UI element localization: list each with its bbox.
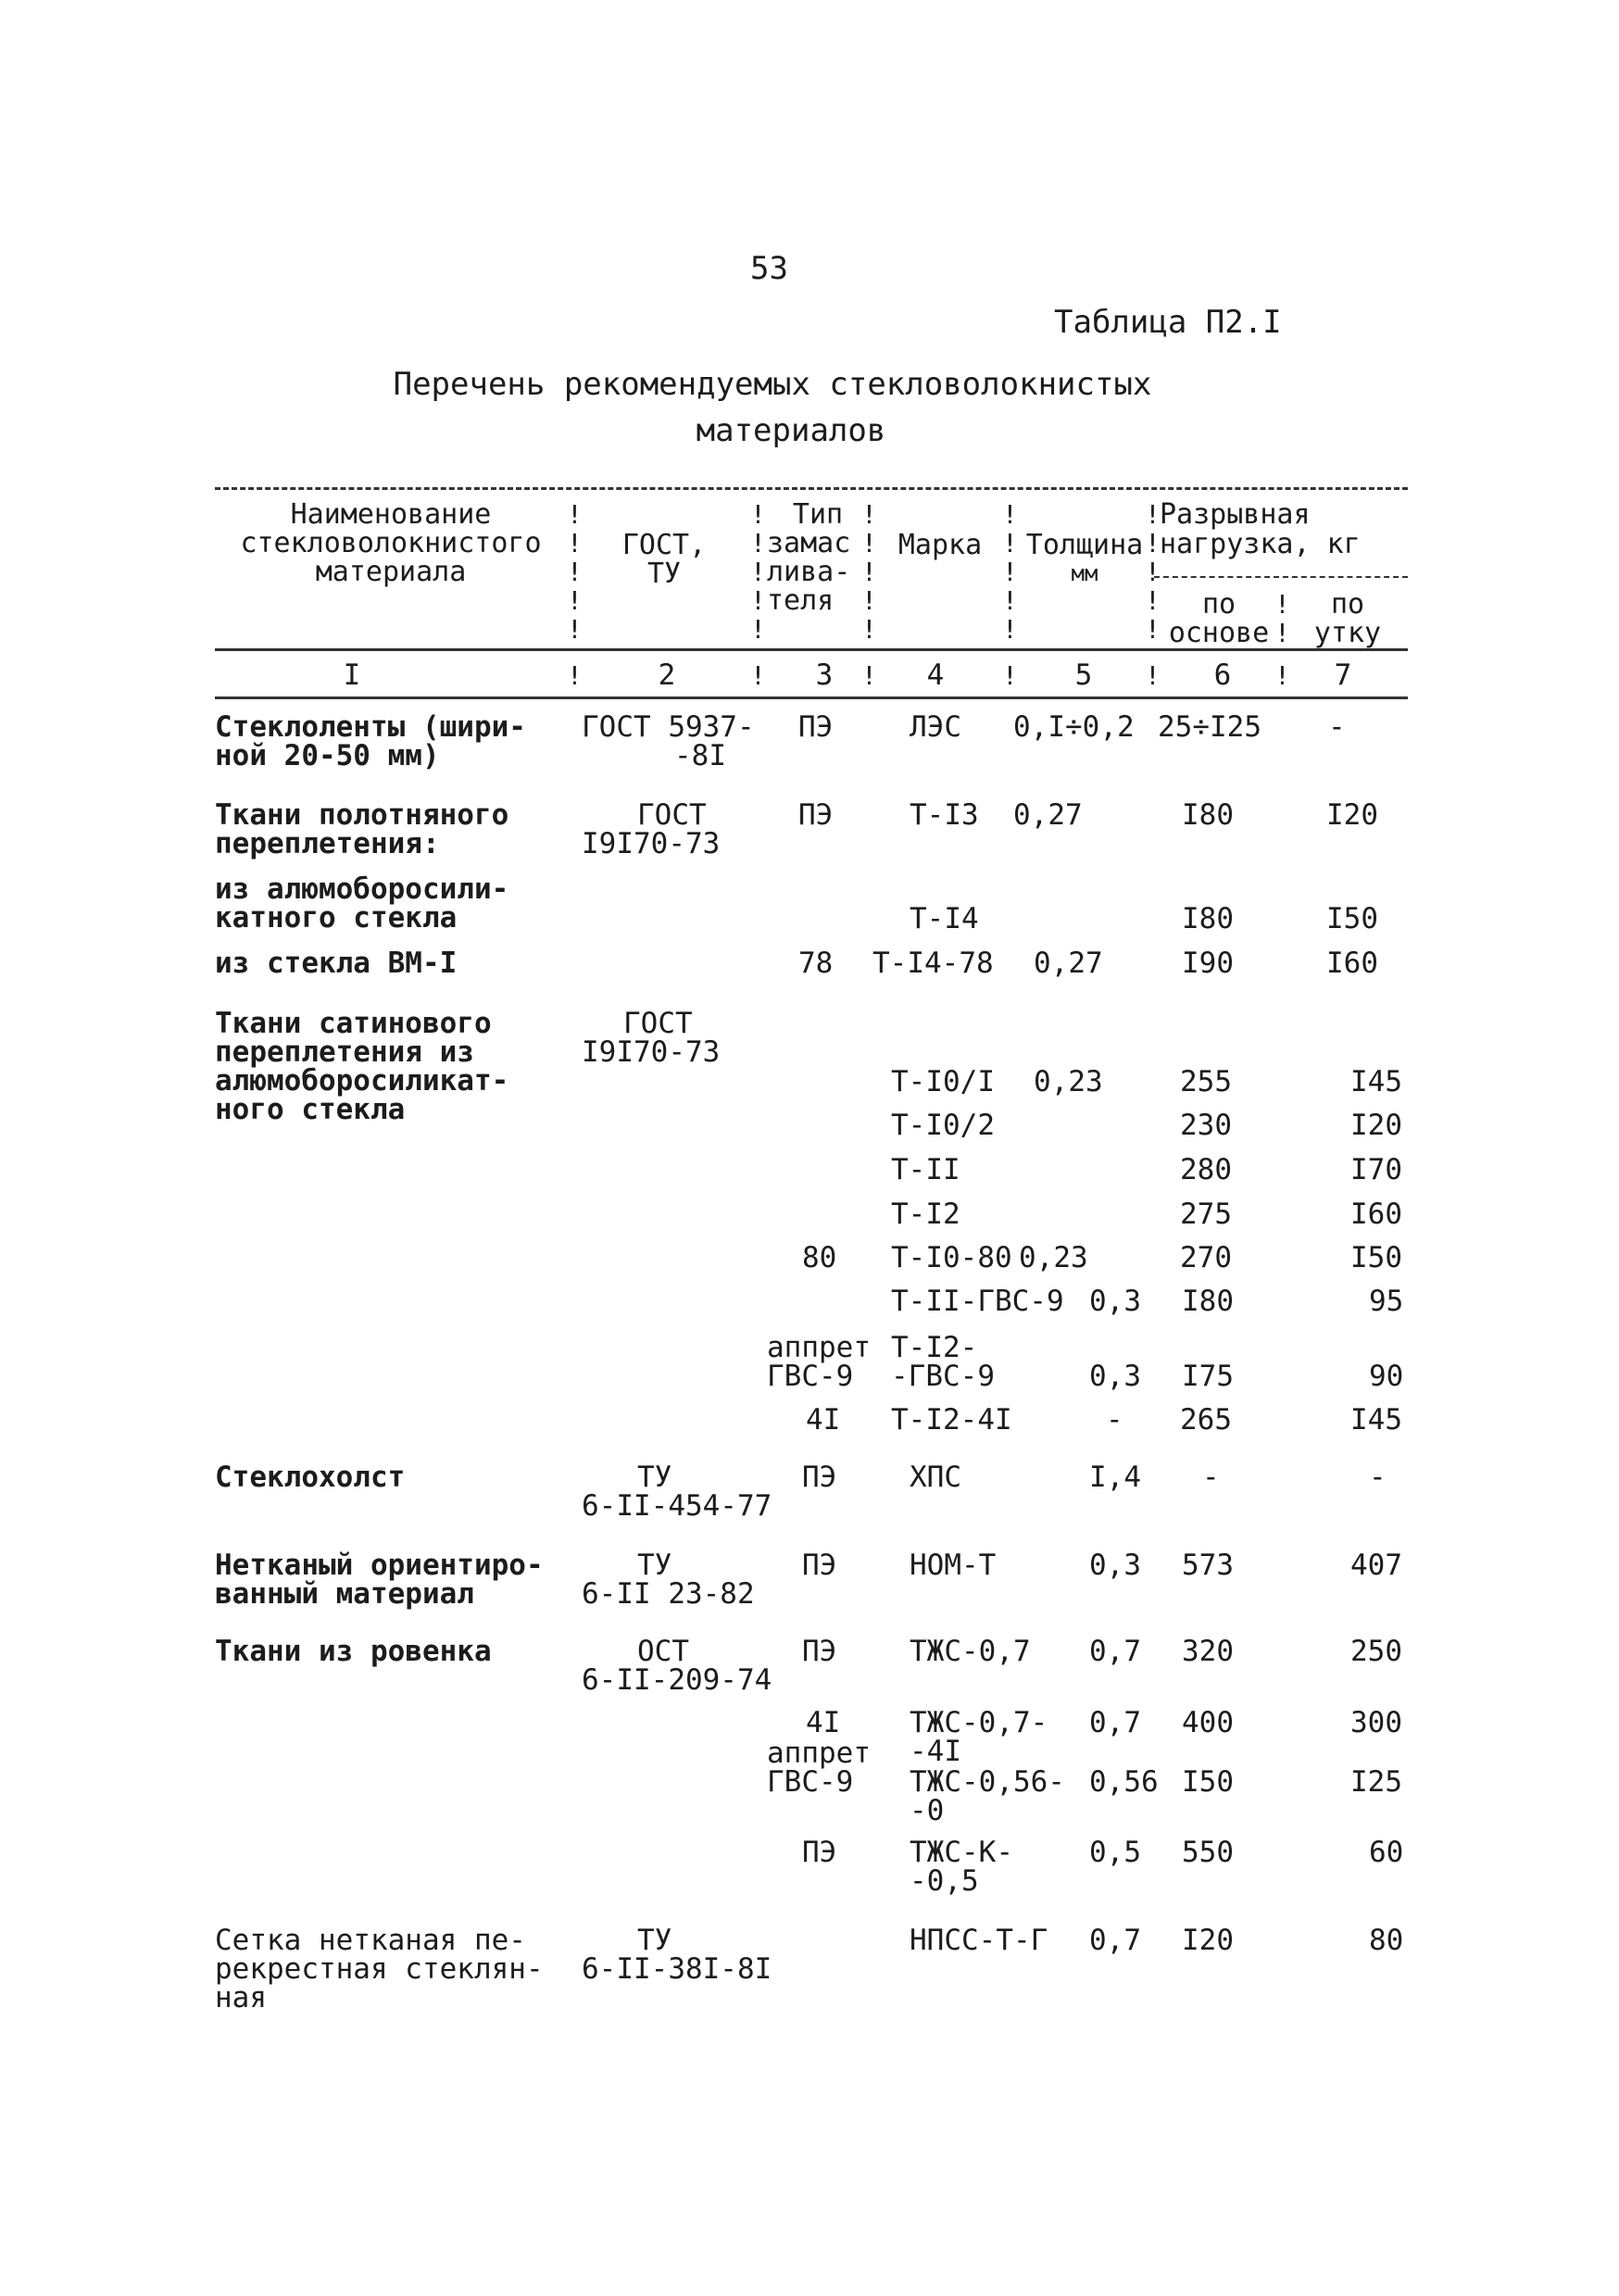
header-mark: Марка bbox=[897, 529, 983, 561]
row-mark: Т-I0/I bbox=[891, 1065, 995, 1098]
column-number: 4 bbox=[926, 659, 945, 692]
row-load-warp: I20 bbox=[1182, 1924, 1234, 1957]
header-separator: ! ! bbox=[1274, 589, 1290, 648]
row-load-warp: 573 bbox=[1182, 1549, 1234, 1582]
row-load-weft: - bbox=[1328, 710, 1346, 744]
row-load-weft: I60 bbox=[1326, 947, 1378, 980]
row-load-warp: - bbox=[1202, 1461, 1220, 1494]
row-load-warp: 275 bbox=[1180, 1198, 1232, 1231]
header-load-warp: по основе bbox=[1168, 588, 1270, 649]
row-thickness: 0,3 bbox=[1089, 1360, 1141, 1393]
row-load-warp: 320 bbox=[1182, 1635, 1234, 1668]
header-separator: ! ! ! ! ! bbox=[567, 499, 583, 645]
row-binder: 80 bbox=[802, 1241, 837, 1274]
row-load-weft: 60 bbox=[1369, 1836, 1404, 1869]
header-name: Наименование стекловолокнистого материала bbox=[240, 498, 542, 588]
row-gost: ГОСТ I9I70-73 bbox=[582, 1007, 721, 1069]
row-load-weft: I20 bbox=[1350, 1109, 1402, 1142]
column-number: I bbox=[343, 659, 361, 692]
row-load-warp: 550 bbox=[1182, 1836, 1234, 1869]
row-load-warp: I75 bbox=[1182, 1360, 1234, 1393]
row-mark: ЛЭС bbox=[910, 710, 961, 744]
row-mark: Т-II-ГВС-9 bbox=[891, 1285, 1064, 1318]
row-binder: 4I bbox=[806, 1706, 841, 1739]
row-load-warp: 230 bbox=[1180, 1109, 1232, 1142]
row-load-weft: 80 bbox=[1369, 1924, 1404, 1957]
row-gost: ОСТ 6-II-209-74 bbox=[582, 1635, 772, 1697]
row-gost: ТУ 6-II-38I-8I bbox=[582, 1924, 772, 1986]
row-name: из алюмоборосили- катного стекла bbox=[215, 872, 509, 935]
column-number: 2 bbox=[658, 659, 676, 692]
row-name: Ткани полотняного переплетения: bbox=[215, 798, 509, 860]
row-binder: ПЭ bbox=[798, 710, 834, 744]
row-load-warp: 265 bbox=[1180, 1403, 1232, 1437]
header-separator: ! ! ! ! ! bbox=[1145, 499, 1161, 645]
row-load-weft: 90 bbox=[1369, 1360, 1404, 1393]
column-number: 7 bbox=[1334, 659, 1352, 692]
row-mark: Т-I2- -ГВС-9 bbox=[891, 1331, 995, 1393]
row-name: Нетканый ориентиро- ванный материал bbox=[215, 1549, 544, 1611]
row-load-weft: I45 bbox=[1350, 1065, 1402, 1098]
row-binder: ПЭ bbox=[802, 1836, 837, 1869]
row-thickness: 0,3 bbox=[1089, 1549, 1141, 1582]
row-mark: НПСС-Т-Г bbox=[910, 1924, 1048, 1957]
header-thickness: Толщина мм bbox=[1025, 529, 1144, 586]
row-binder: аппрет ГВС-9 bbox=[767, 1737, 871, 1799]
row-mark: Т-I4 bbox=[910, 902, 979, 935]
row-load-weft: I25 bbox=[1350, 1765, 1402, 1799]
row-gost: ГОСТ 5937- -8I bbox=[582, 710, 755, 772]
row-mark: Т-I4-78 bbox=[872, 947, 994, 980]
row-load-warp: 400 bbox=[1182, 1706, 1234, 1739]
row-thickness: 0,7 bbox=[1089, 1924, 1141, 1957]
row-mark: ХПС bbox=[910, 1461, 961, 1494]
row-thickness: 0,5 bbox=[1089, 1836, 1141, 1869]
table-title-line-1: Перечень рекомендуемых стекловолокнистых bbox=[393, 366, 1152, 403]
row-name: Сетка нетканая пе- рекрестная стеклян- ная bbox=[215, 1924, 544, 2014]
row-name: из стекла ВМ-I bbox=[215, 947, 458, 980]
table-top-rule bbox=[215, 487, 1408, 490]
row-binder: ПЭ bbox=[798, 798, 834, 832]
row-binder: ПЭ bbox=[802, 1461, 837, 1494]
row-name: Ткани из ровенка bbox=[215, 1635, 492, 1668]
row-binder: 4I bbox=[806, 1403, 841, 1437]
column-number-separator: ! bbox=[861, 660, 877, 691]
row-load-warp: 255 bbox=[1180, 1065, 1232, 1098]
page-number: 53 bbox=[750, 250, 788, 287]
row-thickness: 0,7 bbox=[1089, 1635, 1141, 1668]
row-load-warp: I80 bbox=[1182, 1285, 1234, 1318]
row-mark: Т-I2-4I bbox=[891, 1403, 1012, 1437]
row-mark: Т-I0/2 bbox=[891, 1109, 995, 1142]
row-thickness: 0,3 bbox=[1089, 1285, 1141, 1318]
row-mark: Т-I0-80 bbox=[891, 1241, 1012, 1274]
row-mark: Т-II bbox=[891, 1153, 960, 1186]
header-load: Разрывная нагрузка, кг bbox=[1160, 498, 1361, 560]
row-mark: ТЖС-0,56- -0 bbox=[910, 1765, 1065, 1827]
load-subheader-rule bbox=[1154, 576, 1408, 578]
row-thickness: 0,27 bbox=[1034, 947, 1103, 980]
row-mark: ТЖС-0,7 bbox=[910, 1635, 1031, 1668]
header-gost: ГОСТ, ТУ bbox=[621, 529, 707, 590]
row-load-warp: 270 bbox=[1180, 1241, 1232, 1274]
row-binder: 78 bbox=[798, 947, 834, 980]
row-mark: Т-I3 bbox=[910, 798, 979, 832]
table-label: Таблица П2.I bbox=[1054, 304, 1282, 341]
row-load-weft: 407 bbox=[1350, 1549, 1402, 1582]
row-load-weft: I60 bbox=[1350, 1198, 1402, 1231]
column-number-separator: ! bbox=[1274, 660, 1290, 691]
row-name: Стеклоленты (шири- ной 20-50 мм) bbox=[215, 710, 526, 772]
row-mark: НОМ-Т bbox=[910, 1549, 997, 1582]
column-number: 6 bbox=[1213, 659, 1232, 692]
row-gost: ТУ 6-II 23-82 bbox=[582, 1549, 755, 1611]
row-mark: Т-I2 bbox=[891, 1198, 960, 1231]
header-separator: ! ! ! ! ! bbox=[750, 499, 766, 645]
column-number: 3 bbox=[815, 659, 834, 692]
row-name: Стеклохолст bbox=[215, 1461, 406, 1494]
column-numbers-rule bbox=[215, 696, 1408, 699]
row-load-warp: 25÷I25 bbox=[1158, 710, 1261, 744]
row-binder: аппрет ГВС-9 bbox=[767, 1331, 871, 1393]
row-load-weft: I50 bbox=[1350, 1241, 1402, 1274]
row-load-weft: I50 bbox=[1326, 902, 1378, 935]
column-number: 5 bbox=[1074, 659, 1093, 692]
header-binder: Тип замас лива- теля bbox=[767, 498, 851, 617]
row-load-weft: 95 bbox=[1369, 1285, 1404, 1318]
row-load-weft: I45 bbox=[1350, 1403, 1402, 1437]
row-thickness: 0,23 bbox=[1019, 1241, 1088, 1274]
row-thickness: 0,56 bbox=[1089, 1765, 1159, 1799]
row-load-weft: 250 bbox=[1350, 1635, 1402, 1668]
column-number-separator: ! bbox=[750, 660, 766, 691]
table-title-line-2: материалов bbox=[696, 412, 886, 449]
row-thickness: I,4 bbox=[1089, 1461, 1141, 1494]
row-thickness: 0,27 bbox=[1013, 798, 1083, 832]
column-number-separator: ! bbox=[1145, 660, 1161, 691]
row-gost: ТУ 6-II-454-77 bbox=[582, 1461, 772, 1523]
header-separator: ! ! ! ! ! bbox=[1002, 499, 1018, 645]
row-binder: ПЭ bbox=[802, 1635, 837, 1668]
row-binder: ПЭ bbox=[802, 1549, 837, 1582]
row-thickness: 0,I÷0,2 bbox=[1013, 710, 1135, 744]
row-name: Ткани сатинового переплетения из алюмоборосиликат- ного стекла bbox=[215, 1007, 509, 1126]
row-thickness: - bbox=[1106, 1403, 1123, 1437]
header-load-weft: по утку bbox=[1313, 588, 1382, 649]
row-thickness: 0,7 bbox=[1089, 1706, 1141, 1739]
row-mark: ТЖС-0,7- -4I bbox=[910, 1706, 1048, 1768]
row-load-warp: 280 bbox=[1180, 1153, 1232, 1186]
row-gost: ГОСТ I9I70-73 bbox=[582, 798, 721, 860]
row-load-warp: I80 bbox=[1182, 798, 1234, 832]
column-number-separator: ! bbox=[567, 660, 583, 691]
row-load-weft: 300 bbox=[1350, 1706, 1402, 1739]
row-load-weft: I70 bbox=[1350, 1153, 1402, 1186]
row-load-warp: I80 bbox=[1182, 902, 1234, 935]
row-thickness: 0,23 bbox=[1034, 1065, 1103, 1098]
row-load-weft: - bbox=[1369, 1461, 1387, 1494]
header-separator: ! ! ! ! ! bbox=[861, 499, 877, 645]
row-mark: ТЖС-К- -0,5 bbox=[910, 1836, 1013, 1898]
row-load-weft: I20 bbox=[1326, 798, 1378, 832]
row-load-warp: I50 bbox=[1182, 1765, 1234, 1799]
column-number-separator: ! bbox=[1002, 660, 1018, 691]
row-load-warp: I90 bbox=[1182, 947, 1234, 980]
